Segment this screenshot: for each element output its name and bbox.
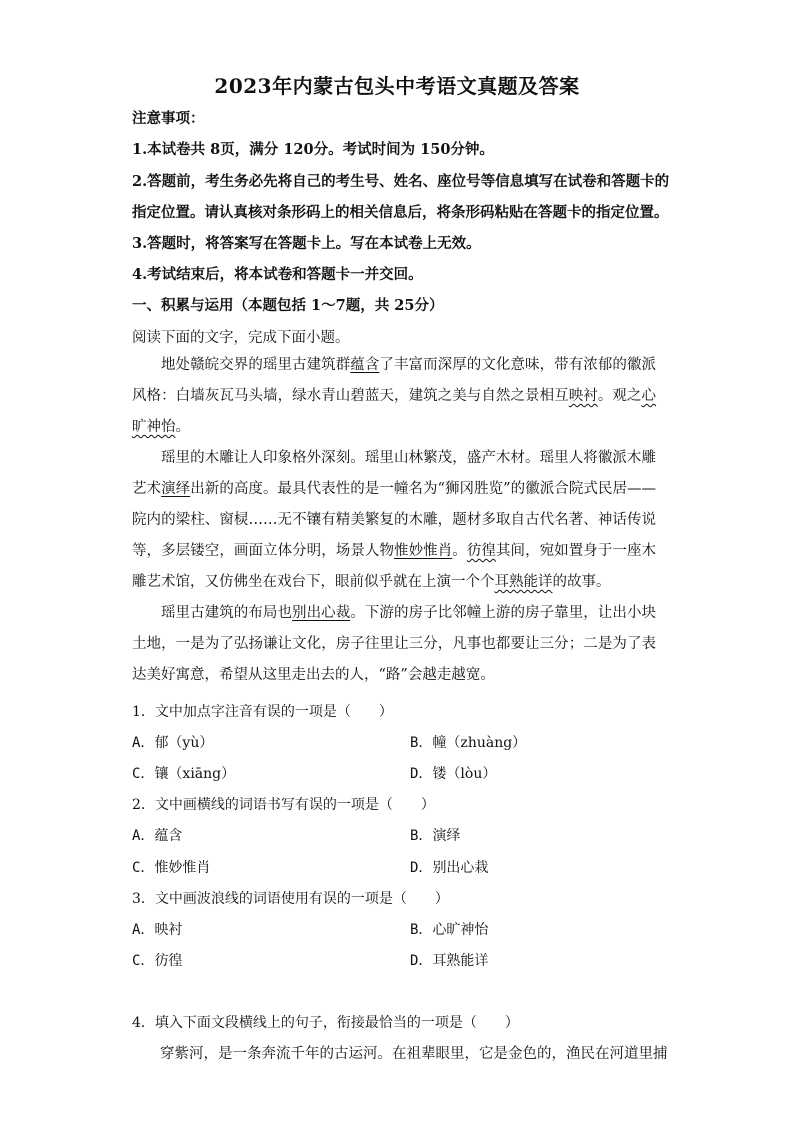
passage-2-paragraph-1: 穿紫河，是一条奔流千年的古运河。在祖辈眼里，它是金色的，渔民在河道里捕: [160, 1046, 668, 1062]
q2-option-c[interactable]: C．惟妙惟肖: [132, 860, 211, 876]
q3-option-a[interactable]: A．映衬: [132, 922, 183, 938]
reading-passage: [132, 350, 656, 691]
q1-option-c[interactable]: C．镶（xiāng）: [132, 766, 236, 782]
section-instruction: 阅读下面的文字，完成下面小题。: [132, 330, 350, 346]
note-item-2: 2.答题前，考生务必先将自己的考生号、姓名、座位号等信息填写在试卷和答题卡的: [132, 173, 670, 190]
note-item-3: 3.答题时，将答案写在答题卡上。写在本试卷上无效。: [132, 235, 481, 252]
question-3-stem: 3．文中画波浪线的词语使用有误的一项是（ ）: [132, 891, 449, 907]
underlined-word: 蕴含: [350, 357, 380, 373]
q3-option-b[interactable]: B．心旷神怡: [410, 922, 489, 938]
wavy-word: 心旷神怡: [132, 388, 657, 435]
q2-option-b[interactable]: B．演绎: [410, 828, 461, 844]
wavy-word: 映衬: [568, 388, 598, 404]
notes-heading: 注意事项：: [132, 110, 205, 127]
q3-option-c[interactable]: C．彷徨: [132, 953, 183, 969]
wavy-word: 耳熟能详: [494, 574, 553, 590]
underlined-word: 演绎: [161, 481, 191, 497]
passage-paragraph-1: 地处赣皖交界的瑶里古建筑群蕴含了丰富而深厚的文化意味，带有浓郁的徽派风格：白墙灰瓦马头墙，绿水青山碧蓝天，建筑之美与自然之景相互映衬。观之心旷神怡。: [132, 357, 657, 435]
question-2-stem: 2．文中画横线的词语书写有误的一项是（ ）: [132, 797, 435, 813]
question-4-stem: 4．填入下面文段横线上的句子，衔接最恰当的一项是（ ）: [132, 1015, 519, 1031]
q3-option-d[interactable]: D．耳熟能详: [410, 953, 489, 969]
wavy-word: 彷徨: [466, 543, 496, 559]
q1-option-d[interactable]: D．镂（lòu）: [410, 766, 497, 782]
underlined-word: 惟妙惟肖: [394, 543, 453, 559]
passage-paragraph-2: 瑶里的木雕让人印象格外深刻。瑶里山林繁茂，盛产木材。瑶里人将徽派木雕艺术演绎出新的高度。最具代表性的是一幢名为“狮冈胜览”的徽派合院式民居——院内的梁柱、窗棂……无不镶有精美繁复的木雕，题材多取自古代名著、神话传说等，多层镂空，画面立体分明，场景人物惟妙惟肖。彷徨其间，宛如置身于一座木雕艺术馆，又仿佛坐在戏台下，眼前似乎就在上演一个个耳熟能详的故事。: [132, 450, 657, 590]
q1-option-b[interactable]: B．幢（zhuàng）: [410, 735, 527, 751]
underlined-word: 别出心裁: [292, 605, 351, 621]
question-1-stem: 1．文中加点字注音有误的一项是（ ）: [132, 704, 393, 720]
passage-paragraph-3: 瑶里古建筑的布局也别出心裁。下游的房子比邻幢上游的房子靠里，让出小块土地，一是为了弘扬谦让文化，房子往里让三分，凡事也都要让三分；二是为了表达美好寓意，希望从这里走出去的人，“路”会越走越宽。: [132, 605, 657, 683]
section-heading: 一、积累与运用（本题包括 1～7题，共 25分）: [132, 297, 444, 314]
note-item-2-cont: 指定位置。请认真核对条形码上的相关信息后，将条形码粘贴在答题卡的指定位置。: [132, 204, 669, 221]
note-item-1: 1.本试卷共 8页，满分 120分。考试时间为 150分钟。: [132, 141, 494, 158]
q2-option-a[interactable]: A．蕴含: [132, 828, 183, 844]
q1-option-a[interactable]: A．郁（yù）: [132, 735, 214, 751]
note-item-4: 4.考试结束后，将本试卷和答题卡一并交回。: [132, 266, 423, 283]
q2-option-d[interactable]: D．别出心栽: [410, 860, 489, 876]
page-title: 2023年内蒙古包头中考语文真题及答案: [214, 74, 580, 98]
